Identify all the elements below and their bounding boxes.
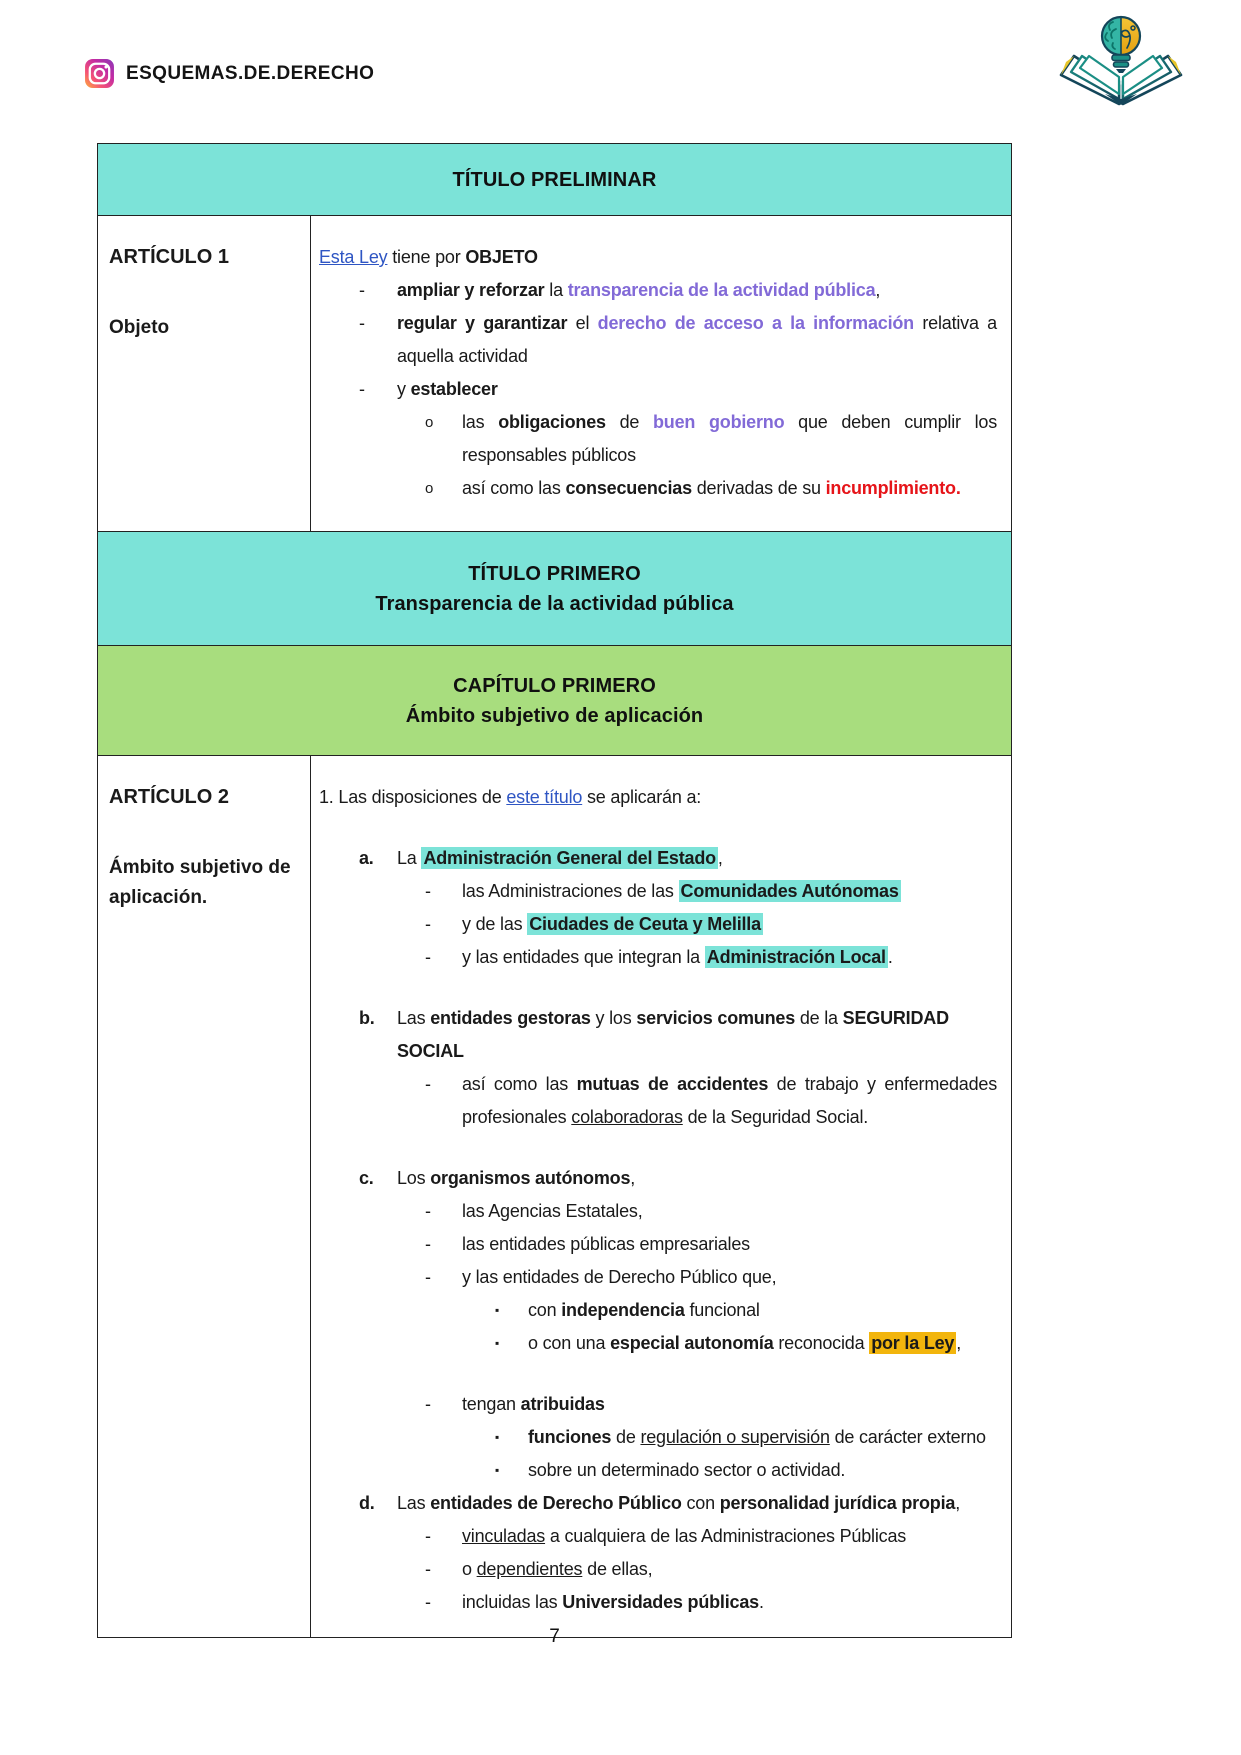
text-segment: Comunidades Autónomas [680, 881, 899, 901]
line-text [397, 307, 997, 373]
band-subtitle: Ámbito subjetivo de aplicación [405, 704, 704, 727]
list-marker: - [359, 313, 365, 333]
text-segment: de trabajo y enfermedades profesionales [462, 1074, 997, 1127]
list-marker: - [425, 1234, 431, 1254]
content-line [319, 406, 997, 472]
content-line [319, 1002, 997, 1068]
text-segment: y las entidades que integran la [462, 947, 705, 967]
content-line [319, 373, 997, 406]
list-marker: b. [359, 1008, 375, 1028]
text-segment: de carácter externo [829, 1427, 986, 1447]
text-segment: independencia [561, 1300, 685, 1320]
text-segment: 1. Las disposiciones de [319, 787, 507, 807]
text-segment: y las entidades de Derecho Público que, [462, 1267, 777, 1287]
line-text [462, 1068, 997, 1134]
text-segment: atribuidas [520, 1394, 605, 1414]
text-segment: y los [590, 1008, 637, 1028]
band-subtitle: Transparencia de la actividad pública [375, 592, 734, 615]
text-segment: y [397, 379, 411, 399]
text-segment: Universidades públicas [562, 1592, 759, 1612]
content-line [319, 241, 997, 274]
content-line [319, 1162, 997, 1195]
text-segment: Administración Local [706, 947, 886, 967]
text-segment: entidades de Derecho Público [430, 1493, 682, 1513]
list-marker: - [359, 379, 365, 399]
text-segment: así como las [462, 478, 566, 498]
text-segment: a cualquiera de las Administraciones Públicas [545, 1526, 907, 1546]
list-marker: o [425, 414, 434, 431]
text-segment: Ciudades de Ceuta y Melilla [529, 914, 761, 934]
list-marker: ▪ [495, 1430, 500, 1444]
text-segment: Los [397, 1168, 431, 1188]
text-segment: derecho de acceso a la información [597, 313, 914, 333]
text-segment: consecuencias [565, 478, 692, 498]
text-segment: colaboradoras [571, 1107, 683, 1127]
text-segment: la [544, 280, 568, 300]
text-segment: derivadas de su [691, 478, 826, 498]
line-text [319, 241, 997, 274]
line-text [462, 1261, 997, 1294]
text-segment: . [887, 947, 893, 967]
article-2-row [98, 755, 1011, 1637]
text-segment: transparencia de la actividad pública [567, 280, 876, 300]
content-line [319, 1454, 997, 1487]
text-segment: de ellas, [582, 1559, 653, 1579]
content-line [319, 307, 997, 373]
list-marker: - [425, 914, 431, 934]
text-segment: de la [795, 1008, 843, 1028]
text-segment: Administración General del Estado [423, 848, 716, 868]
text-segment: las Administraciones de las [462, 881, 679, 901]
list-marker: d. [359, 1493, 375, 1513]
content-line [319, 1195, 997, 1228]
list-marker: ▪ [495, 1336, 500, 1350]
content-line [319, 781, 997, 814]
line-text [462, 941, 997, 974]
list-marker: c. [359, 1168, 374, 1188]
band-titulo-primero [98, 531, 1011, 645]
line-text [319, 781, 997, 814]
text-segment: regulación o supervisión [640, 1427, 830, 1447]
article-2-content [311, 756, 1011, 1637]
article-2-label: ARTÍCULO 2 [109, 786, 229, 808]
list-marker: o [425, 480, 434, 497]
text-segment: organismos autónomos [430, 1168, 631, 1188]
line-text [528, 1327, 997, 1360]
list-marker: ▪ [495, 1463, 500, 1477]
band-title: TÍTULO PRELIMINAR [452, 168, 657, 191]
line-text [397, 1162, 997, 1195]
content-line [319, 472, 997, 505]
text-segment: entidades gestoras [430, 1008, 591, 1028]
line-text [462, 1228, 997, 1261]
brand [84, 58, 374, 89]
article-1-label: ARTÍCULO 1 [109, 246, 229, 268]
line-text [397, 842, 997, 875]
content-line [319, 1388, 997, 1421]
list-marker: - [425, 947, 431, 967]
text-segment: dependientes [476, 1559, 583, 1579]
text-segment: con [681, 1493, 720, 1513]
content-line [319, 1586, 997, 1619]
list-marker: - [425, 1394, 431, 1414]
article-1-label-cell [98, 216, 311, 531]
list-marker: - [359, 280, 365, 300]
text-segment: obligaciones [498, 412, 606, 432]
text-segment: funciones [528, 1427, 612, 1447]
text-segment: las Agencias Estatales, [462, 1201, 643, 1221]
article-1-content [311, 216, 1011, 531]
list-marker: - [425, 1592, 431, 1612]
article-1-row [98, 215, 1011, 531]
content-line [319, 842, 997, 875]
text-segment: o con una [528, 1333, 611, 1353]
text-segment: vinculadas [462, 1526, 546, 1546]
line-text [462, 1553, 997, 1586]
content-line [319, 1553, 997, 1586]
text-segment: establecer [410, 379, 498, 399]
article-2-sublabel: Ámbito subjetivo de aplicación. [109, 857, 291, 908]
content-line [319, 1068, 997, 1134]
band-capitulo-primero [98, 645, 1011, 755]
text-segment: de [611, 1427, 641, 1447]
text-segment: regular y garantizar [397, 313, 568, 333]
text-segment: Las [397, 1493, 431, 1513]
text-segment: así como las [462, 1074, 577, 1094]
list-marker: - [425, 1201, 431, 1221]
content-line [319, 875, 997, 908]
text-segment: . [758, 1592, 764, 1612]
cross-reference-link[interactable]: Esta Ley [319, 247, 388, 267]
line-text [397, 1002, 997, 1068]
text-segment: se aplicarán a: [582, 787, 702, 807]
article-1-sublabel: Objeto [109, 317, 170, 338]
list-marker: - [425, 881, 431, 901]
text-segment: tiene por [387, 247, 466, 267]
text-segment: , [875, 280, 881, 300]
content-line [319, 1294, 997, 1327]
text-segment: ampliar y reforzar [397, 280, 545, 300]
text-segment: , [630, 1168, 636, 1188]
list-marker: - [425, 1559, 431, 1579]
text-segment: con [528, 1300, 562, 1320]
text-segment: mutuas de accidentes [576, 1074, 769, 1094]
text-segment: de la Seguridad Social. [682, 1107, 869, 1127]
text-segment: que deben cumplir los responsables públicos [462, 412, 997, 465]
instagram-icon [84, 58, 115, 89]
line-text [528, 1294, 997, 1327]
text-segment: sobre un determinado sector o actividad. [528, 1460, 846, 1480]
text-segment: o [462, 1559, 477, 1579]
text-segment: las [462, 412, 499, 432]
text-segment: SEGURIDAD SOCIAL [397, 1008, 949, 1061]
text-segment: funcional [684, 1300, 760, 1320]
text-segment: OBJETO [465, 247, 538, 267]
text-segment: de [605, 412, 653, 432]
law-schema-table [97, 143, 1012, 1638]
line-text [462, 908, 997, 941]
band-titulo-preliminar [98, 144, 1011, 215]
content-line [319, 1520, 997, 1553]
list-marker: ▪ [495, 1303, 500, 1317]
band-title: TÍTULO PRIMERO [468, 562, 641, 585]
line-text [528, 1421, 997, 1454]
line-text [462, 1520, 997, 1553]
list-marker: - [425, 1267, 431, 1287]
line-text [528, 1454, 997, 1487]
text-segment: relativa a aquella actividad [397, 313, 997, 366]
text-segment: personalidad jurídica propia [719, 1493, 956, 1513]
text-segment: , [955, 1493, 960, 1513]
text-segment: reconocida [773, 1333, 870, 1353]
brand-handle: ESQUEMAS.DE.DERECHO [126, 62, 375, 84]
line-text [462, 1586, 997, 1619]
line-text [397, 1487, 997, 1520]
text-segment: el [567, 313, 598, 333]
content-line [319, 941, 997, 974]
line-text [462, 406, 997, 472]
line-text [462, 1388, 997, 1421]
text-segment: y de las [462, 914, 528, 934]
text-segment: Las [397, 1008, 431, 1028]
content-line [319, 908, 997, 941]
line-text [397, 373, 997, 406]
line-text [397, 274, 997, 307]
text-segment: buen gobierno [653, 412, 785, 432]
text-segment: , [956, 1333, 962, 1353]
text-segment: especial autonomía [610, 1333, 774, 1353]
text-segment: La [397, 848, 422, 868]
text-segment: incumplimiento. [825, 478, 961, 498]
text-segment: las entidades públicas empresariales [462, 1234, 750, 1254]
text-segment: incluidas las [462, 1592, 563, 1612]
content-line [319, 1421, 997, 1454]
text-segment: por la Ley [871, 1333, 955, 1353]
list-marker: - [425, 1526, 431, 1546]
content-line [319, 1228, 997, 1261]
content-line [319, 1261, 997, 1294]
band-title: CAPÍTULO PRIMERO [453, 674, 656, 697]
content-line [319, 1487, 997, 1520]
list-marker: a. [359, 848, 374, 868]
line-text [462, 875, 997, 908]
line-text [462, 472, 997, 505]
brain-book-logo [1049, 6, 1187, 118]
list-marker: - [425, 1074, 431, 1094]
content-line [319, 1327, 997, 1360]
content-line [319, 274, 997, 307]
text-segment: tengan [462, 1394, 521, 1414]
article-2-label-cell [98, 756, 311, 1637]
line-text [462, 1195, 997, 1228]
text-segment: servicios comunes [636, 1008, 796, 1028]
cross-reference-link[interactable]: este título [506, 787, 583, 807]
page-number: 7 [549, 1626, 560, 1647]
text-segment: , [717, 848, 723, 868]
